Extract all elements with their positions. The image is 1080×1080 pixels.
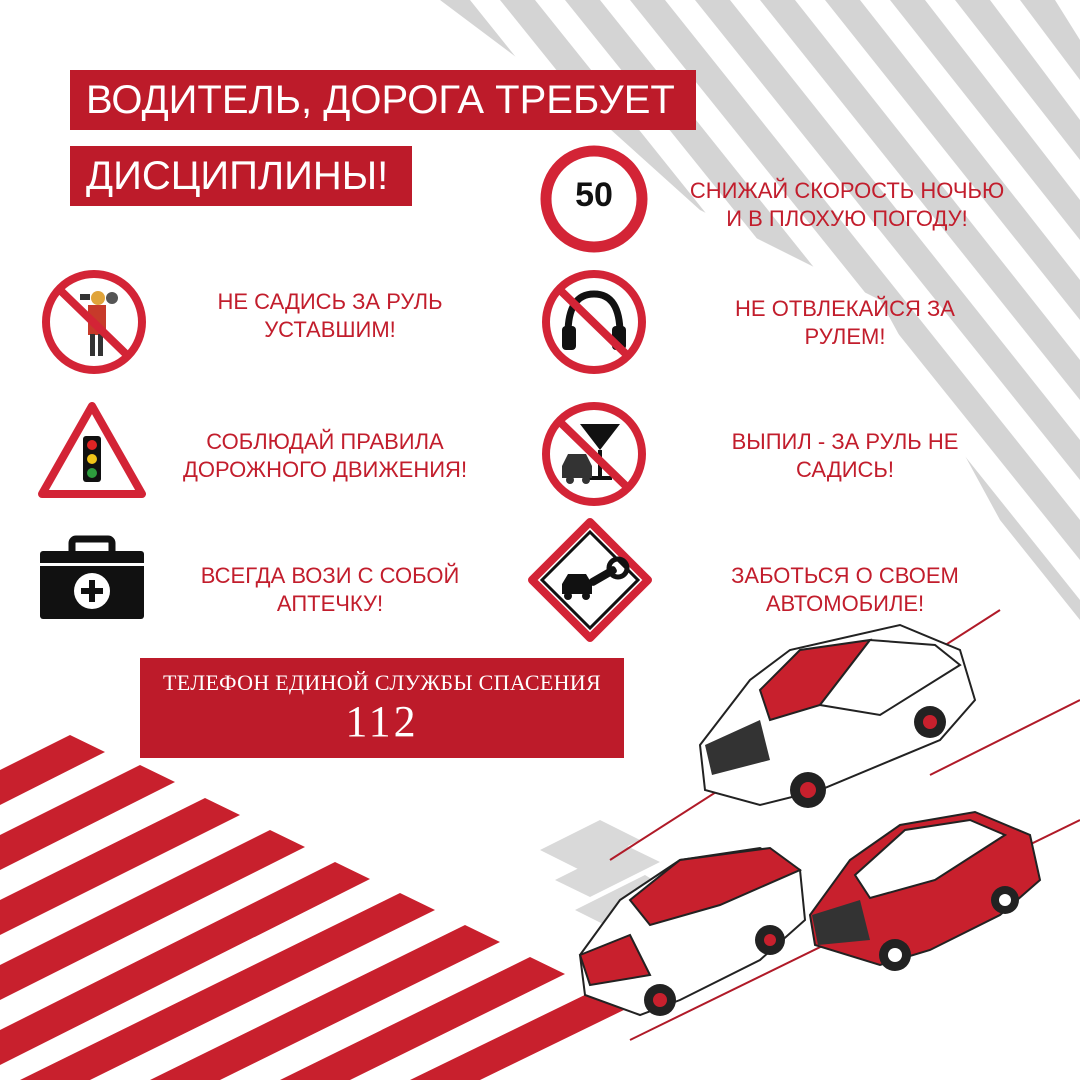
car-red bbox=[810, 812, 1040, 971]
rule-drink-line-2: САДИСЬ! bbox=[796, 457, 894, 482]
rule-speed-line-2: И В ПЛОХУЮ ПОГОДУ! bbox=[726, 206, 968, 231]
emergency-label: ТЕЛЕФОН ЕДИНОЙ СЛУЖБЫ СПАСЕНИЯ bbox=[163, 670, 601, 695]
rule-distract-line-1: НЕ ОТВЛЕКАЙСЯ ЗА bbox=[735, 296, 955, 321]
rule-tired-line-1: НЕ САДИСЬ ЗА РУЛЬ bbox=[217, 289, 443, 314]
rule-tired-line-2: УСТАВШИМ! bbox=[264, 317, 396, 342]
rule-firstaid-line-2: АПТЕЧКУ! bbox=[276, 591, 384, 616]
car-white-top bbox=[700, 625, 975, 808]
title-line-1: ВОДИТЕЛЬ, ДОРОГА ТРЕБУЕТ bbox=[70, 70, 696, 130]
rule-speed-line-1: СНИЖАЙ СКОРОСТЬ НОЧЬЮ bbox=[689, 178, 1005, 203]
rule-firstaid-line-1: ВСЕГДА ВОЗИ С СОБОЙ bbox=[200, 563, 460, 588]
rule-distract-line-2: РУЛЕМ! bbox=[804, 324, 886, 349]
title-line-2: ДИСЦИПЛИНЫ! bbox=[70, 146, 412, 206]
rule-traffic-line-2: ДОРОЖНОГО ДВИЖЕНИЯ! bbox=[182, 457, 468, 482]
speed-limit-value: 50 bbox=[575, 176, 613, 214]
rule-traffic-line-1: СОБЛЮДАЙ ПРАВИЛА bbox=[206, 429, 444, 454]
rule-care-line-2: АВТОМОБИЛЕ! bbox=[765, 591, 925, 616]
emergency-number: 112 bbox=[345, 697, 419, 746]
car-white-red-roof bbox=[580, 848, 805, 1016]
rule-drink-line-1: ВЫПИЛ - ЗА РУЛЬ НЕ bbox=[731, 429, 959, 454]
rule-care-line-1: ЗАБОТЬСЯ О СВОЕМ bbox=[731, 563, 959, 588]
